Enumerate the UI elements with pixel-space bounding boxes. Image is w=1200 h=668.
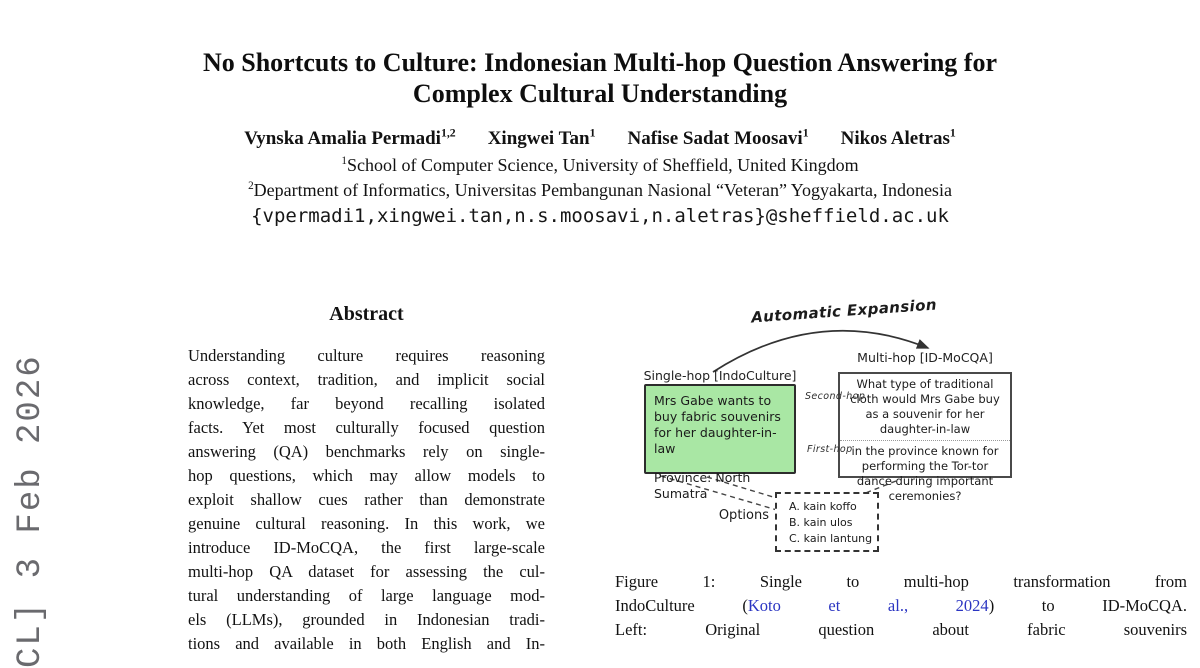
abstract-line: tural understanding of large language mod- bbox=[188, 586, 545, 605]
abstract-line: tions and available in both English and In- bbox=[188, 634, 545, 653]
caption-line: Left: Original question about fabric souvenirs bbox=[615, 620, 1187, 639]
first-hop-question: in the province known for performing the Tor-tor dance during important ceremonies? bbox=[851, 443, 999, 503]
abstract-heading: Abstract bbox=[329, 303, 404, 325]
options-box bbox=[775, 492, 879, 552]
single-hop-label: Single-hop [IndoCulture] bbox=[643, 368, 797, 383]
multi-hop-label: Multi-hop [ID-MoCQA] bbox=[857, 350, 993, 365]
second-hop-question: What type of traditional cloth would Mrs Gabe buy as a souvenir for her daughter-in-law bbox=[840, 374, 1010, 441]
citation-link[interactable]: Koto et al., 2024 bbox=[747, 596, 989, 615]
option-item: A. kain koffo bbox=[789, 500, 857, 513]
abstract-text bbox=[188, 344, 545, 656]
second-hop-tag: Second-hop bbox=[805, 391, 866, 402]
option-item: C. kain lantung bbox=[789, 531, 873, 545]
automatic-expansion-label: Automatic Expansion bbox=[750, 295, 938, 327]
abstract-line: across context, tradition, and implicit social bbox=[188, 370, 545, 389]
author: Nafise Sadat Moosavi$^1$ bbox=[627, 126, 809, 149]
figure-1 bbox=[615, 280, 1190, 570]
arxiv-watermark: CL] 3 Feb 2026 bbox=[12, 354, 50, 668]
abstract-line: exploit shallow cues rather than demonstrate bbox=[188, 490, 545, 509]
abstract-line: multi-hop QA dataset for assessing the cul- bbox=[188, 562, 545, 581]
options-label: Options bbox=[718, 508, 769, 523]
abstract-line: introduce ID-MoCQA, the first large-scale bbox=[188, 538, 545, 557]
paper-title: No Shortcuts to Culture: Indonesian Multi-hop Question Answering for Complex Cultural Understanding bbox=[202, 48, 998, 109]
affiliation: $^2$Department of Informatics, Universitas Pembangunan Nasional “Veteran” Yogyakarta, Indonesia bbox=[248, 180, 952, 200]
figure-caption bbox=[615, 570, 1187, 642]
author: Nikos Aletras$^1$ bbox=[840, 126, 956, 149]
abstract-line: hop questions, which may allow models to bbox=[188, 466, 545, 485]
caption-line: IndoCulture (Koto et al., 2024) to ID-MoCQA. bbox=[615, 596, 1187, 615]
author: Vynska Amalia Permadi$^{1,2}$ bbox=[244, 126, 456, 149]
abstract-line: answering (QA) benchmarks rely on single- bbox=[188, 442, 545, 461]
abstract-line: facts. Yet most culturally focused question bbox=[188, 418, 545, 437]
abstract-line: genuine cultural reasoning. In this work, we bbox=[188, 514, 545, 533]
first-hop-tag: First-hop bbox=[807, 444, 853, 455]
multi-hop-box bbox=[838, 372, 1012, 503]
caption-line: Figure 1: Single to multi-hop transformation from bbox=[615, 572, 1187, 591]
option-item: B. kain ulos bbox=[789, 515, 853, 529]
single-hop-province: Province: North Sumatra bbox=[654, 470, 751, 501]
single-hop-question: Mrs Gabe wants to buy fabric souvenirs for her daughter-in-law bbox=[654, 393, 781, 456]
abstract-line: knowledge, far beyond recalling isolated bbox=[188, 394, 545, 413]
author-emails: {vpermadi1,xingwei.tan,n.s.moosavi,n.aletras}@sheffield.ac.uk bbox=[251, 205, 949, 227]
abstract-line: els (LLMs), grounded in Indonesian tradi- bbox=[188, 610, 545, 629]
author: Xingwei Tan$^1$ bbox=[487, 126, 596, 149]
author-list bbox=[0, 128, 1200, 150]
single-hop-box bbox=[644, 384, 796, 501]
affiliation: $^1$School of Computer Science, University of Sheffield, United Kingdom bbox=[341, 155, 859, 175]
abstract-line: Understanding culture requires reasoning bbox=[188, 346, 545, 365]
affiliation-list bbox=[0, 153, 1200, 203]
